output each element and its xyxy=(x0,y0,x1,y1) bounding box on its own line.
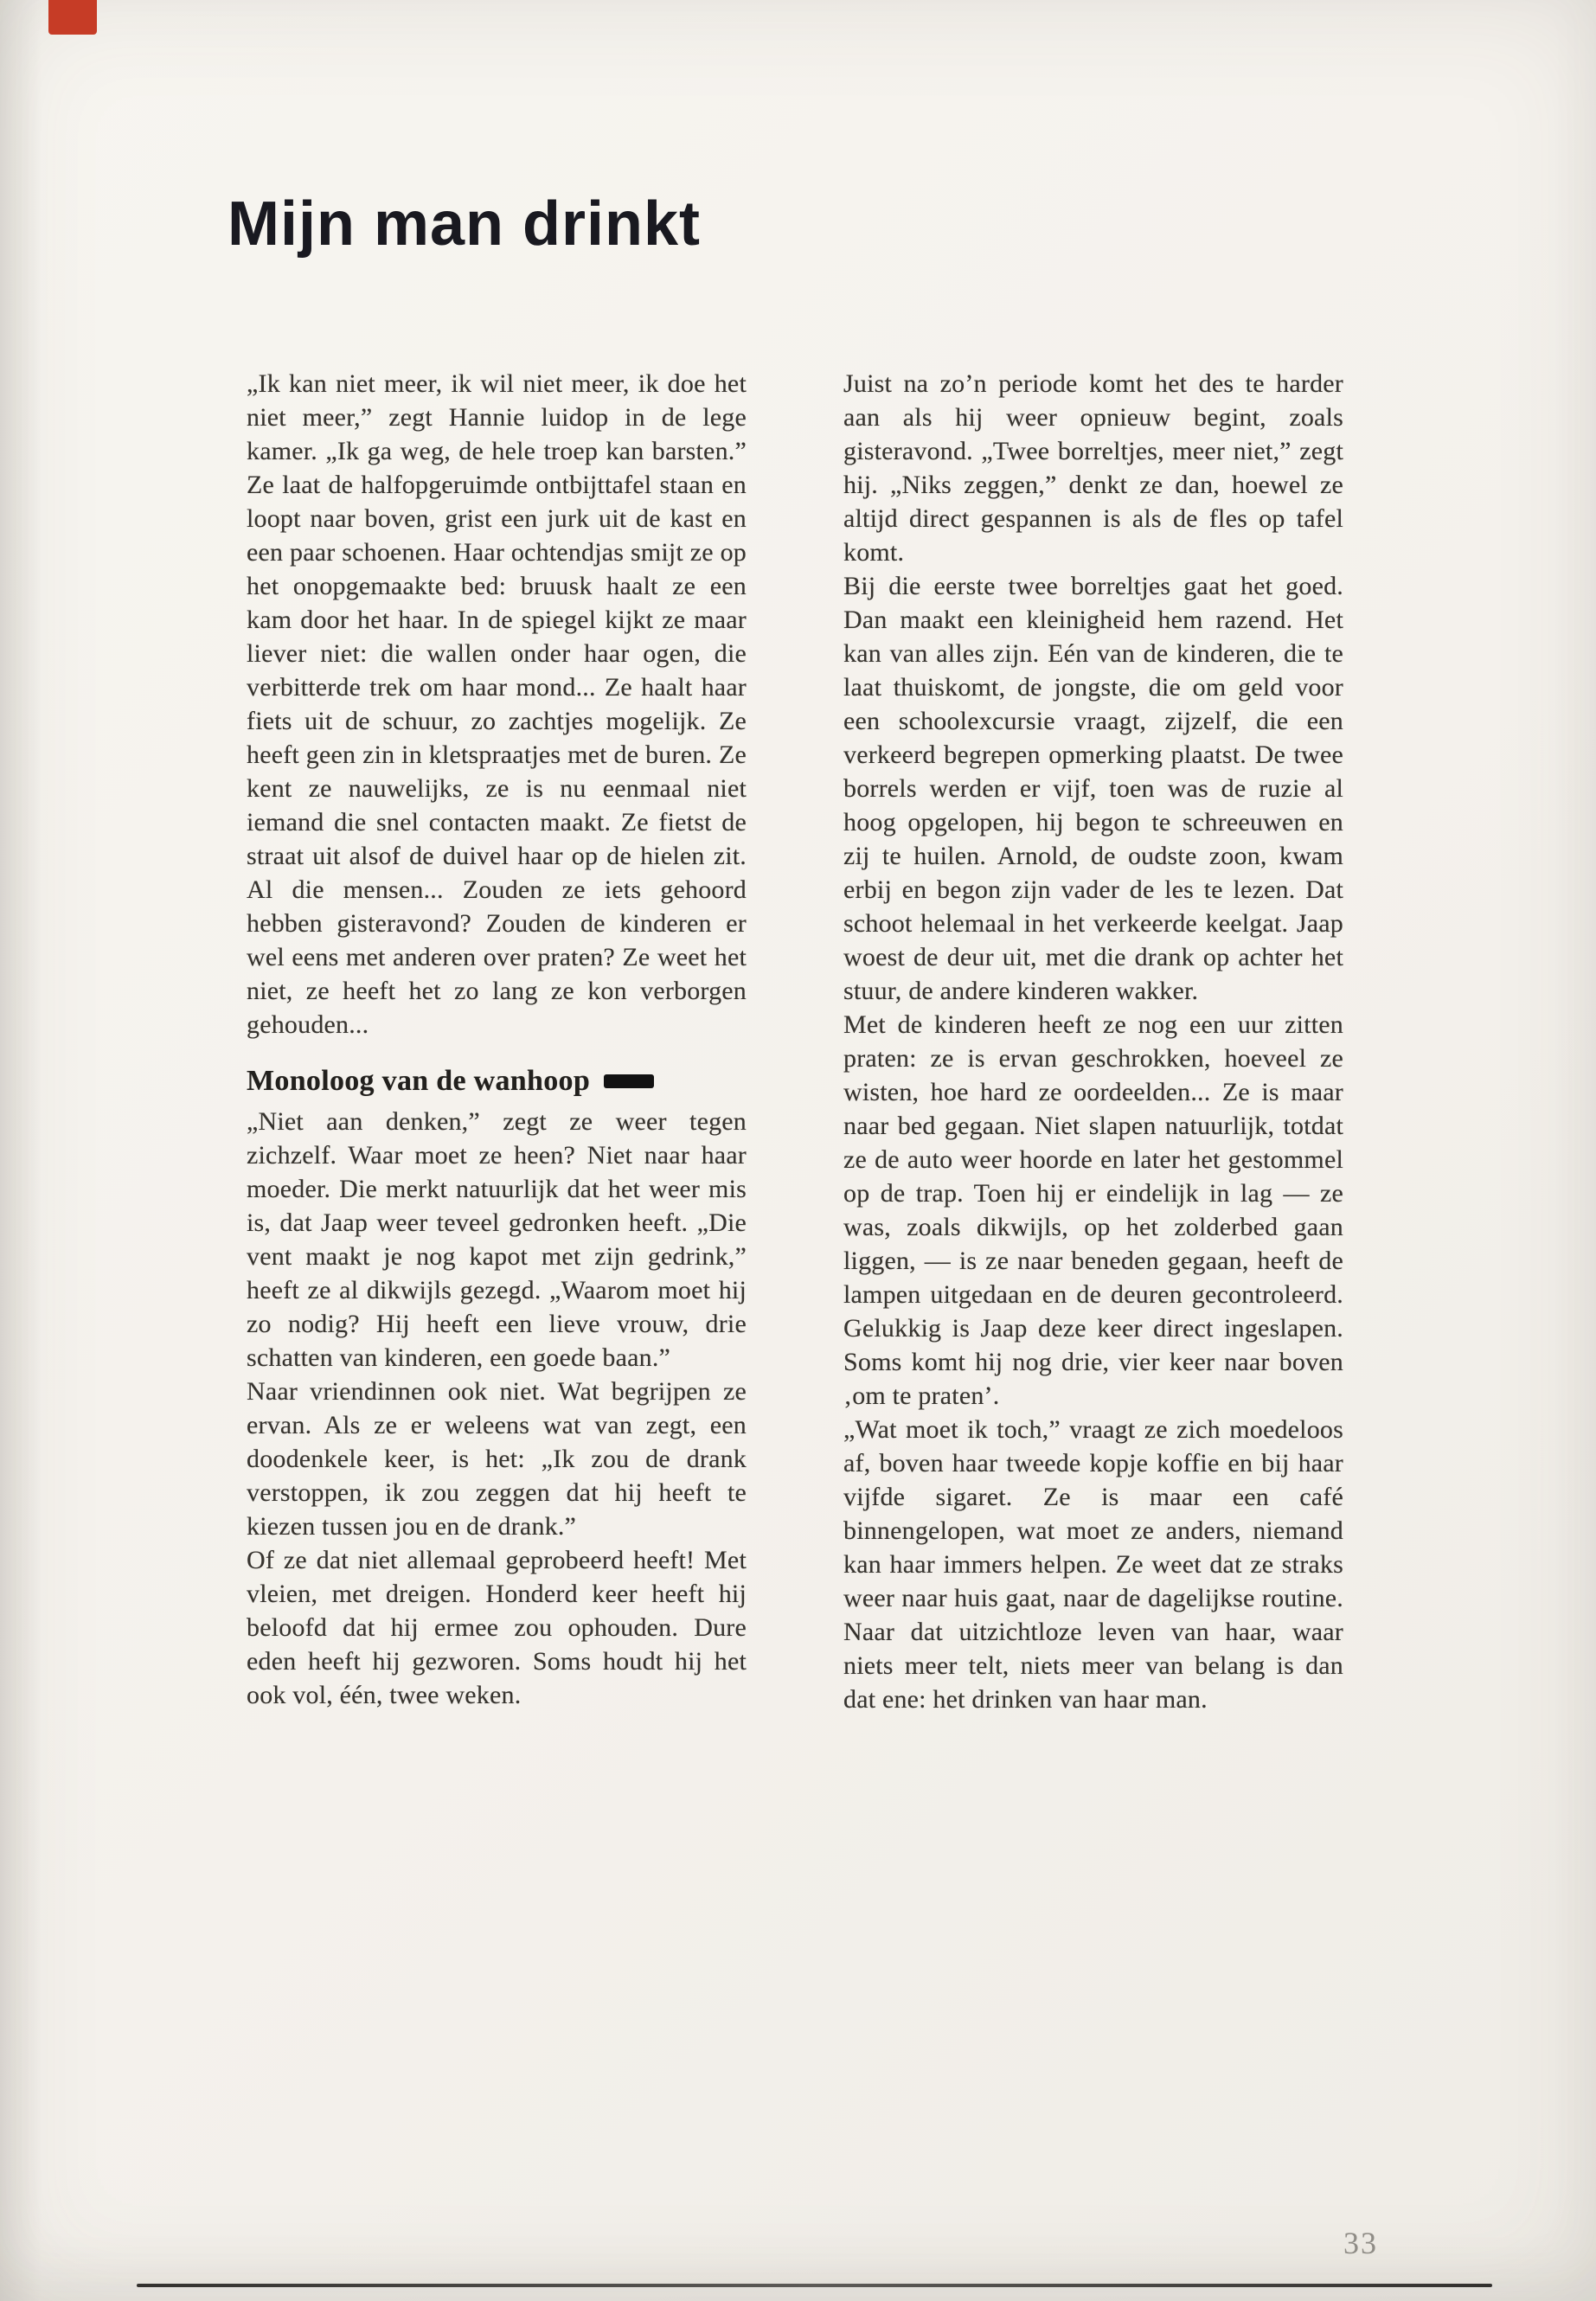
body-paragraph: Met de kinderen heeft ze nog een uur zitten praten: ze is ervan geschrokken, hoeveel ze wisten, hoe hard ze oordeelden... Ze is maar naar bed gegaan. Niet slapen natuurlijk, totdat ze de auto weer hoorde en later het gestommel op de trap. Toen hij er eindelijk in lag — ze was, zoals dikwijls, op het zolderbed gaan liggen, — is ze naar beneden gegaan, heeft de lampen uitgedaan en de deuren gecontroleerd. Gelukkig is Jaap deze keer direct ingeslapen. Soms komt hij nog drie, vier keer naar boven ‚om te praten’. xyxy=(843,1010,1343,1410)
body-paragraph: „Ik kan niet meer, ik wil niet meer, ik doe het niet meer,” zegt Hannie luidop in de lege kamer. „Ik ga weg, de hele troep kan barsten.” Ze laat de halfopgeruimde ontbijttafel staan en loopt naar boven, grist een jurk uit de kast en een paar schoenen. Haar ochtendjas smijt ze op het onopgemaakte bed: bruusk haalt ze een kam door het haar. In de spiegel kijkt ze maar liever niet: die wallen onder haar ogen, die verbitterde trek om haar mond... Ze haalt haar fiets uit de schuur, zo zachtjes mogelijk. Ze heeft geen zin in kletspraatjes met de buren. Ze kent ze nauwelijks, ze is nu eenmaal niet iemand die snel contacten maakt. Ze fietst de straat uit alsof de duivel haar op de hielen zit. Al die mensen... Zouden ze iets gehoord hebben gisteravond? Zouden de kinderen er wel eens met anderen over praten? Ze weet het niet, ze heeft het zo lang ze kon verborgen gehouden... xyxy=(247,369,747,1039)
page-number: 33 xyxy=(1343,2226,1378,2260)
body-paragraph: Naar vriendinnen ook niet. Wat begrijpen ze ervan. Als ze er weleens wat van zegt, een doodenkele keer, is het: „Ik zou de drank verstoppen, ik zou zeggen dat hij heeft te kiezen tussen jou en de drank.” xyxy=(247,1377,747,1541)
section-heading-label: Monoloog van de wanhoop xyxy=(247,1065,591,1097)
body-paragraph: Juist na zo’n periode komt het des te harder aan als hij weer opnieuw begint, zoals gisteravond. „Twee borreltjes, meer niet,” zegt hij. „Niks zeggen,” denkt ze dan, hoewel ze altijd direct gespannen is als de fles op tafel komt. xyxy=(843,369,1343,567)
left-column xyxy=(247,367,747,1712)
article-title: Mijn man drinkt xyxy=(228,189,702,259)
page-bottom-edge xyxy=(137,2284,1492,2287)
section-heading xyxy=(247,1064,747,1098)
body-paragraph: Bij die eerste twee borreltjes gaat het goed. Dan maakt een kleinigheid hem razend. Het kan van alles zijn. Eén van de kinderen, die te laat thuiskomt, de jongste, die om geld voor een schoolexcursie vraagt, zijzelf, die een verkeerd begrepen opmerking plaatst. De twee borrels werden er vijf, toen was de ruzie al hoog opgelopen, hij begon te schreeuwen en zij te huilen. Arnold, de oudste zoon, kwam erbij en begon zijn vader de les te lezen. Dat schoot helemaal in het verkeerde keelgat. Jaap woest de deur uit, met die drank op achter het stuur, de andere kinderen wakker. xyxy=(843,572,1343,1005)
body-paragraph: „Wat moet ik toch,” vraagt ze zich moedeloos af, boven haar tweede kopje koffie en bij haar vijfde sigaret. Ze is maar een café binnengelopen, wat moet ze anders, niemand kan haar immers helpen. Ze weet dat ze straks weer naar huis gaat, naar de dagelijkse routine. Naar dat uitzichtloze leven van haar, waar niets meer telt, niets meer van belang is dan dat ene: het drinken van haar man. xyxy=(843,1415,1343,1714)
heading-marker-bar xyxy=(604,1074,654,1088)
right-column xyxy=(843,367,1343,1716)
body-paragraph: „Niet aan denken,” zegt ze weer tegen zichzelf. Waar moet ze heen? Niet naar haar moeder. Die merkt natuurlijk dat het weer mis is, dat Jaap weer teveel gedronken heeft. „Die vent maakt je nog kapot met zijn gedrink,” heeft ze al dikwijls gezegd. „Waarom moet hij zo nodig? Hij heeft een lieve vrouw, drie schatten van kinderen, een goede baan.” xyxy=(247,1107,747,1372)
red-corner-mark xyxy=(48,0,97,35)
scan-edge-shade xyxy=(0,0,42,2301)
body-paragraph: Of ze dat niet allemaal geprobeerd heeft! Met vleien, met dreigen. Honderd keer heeft hij beloofd dat hij ermee zou ophouden. Dure eden heeft hij gezworen. Soms houdt hij het ook vol, één, twee weken. xyxy=(247,1546,747,1709)
